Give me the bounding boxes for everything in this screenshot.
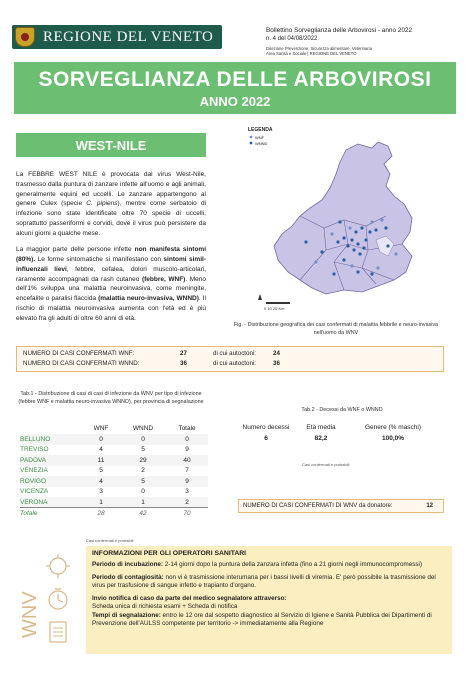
text-span: . Il rischio di malattia neuroinvasiva aumenta con l'età ed è più elevato fra gli adulti di oltre 60 anni di età. — [16, 295, 206, 322]
header — [0, 0, 470, 60]
department-info — [266, 46, 456, 57]
department-line-1: Direzione Prevenzione, Sicurezza alimentare, Veterinaria — [266, 46, 372, 51]
table-cell: 4 — [82, 476, 120, 487]
table-cell: 1 — [82, 497, 120, 508]
donor-cases — [238, 499, 444, 513]
scale-label: 0 10 20 Km — [264, 306, 285, 311]
map-legend — [248, 127, 273, 146]
table-cell: 0 — [141, 488, 145, 496]
table-cell: 0 — [120, 434, 166, 445]
table-cell: 9 — [185, 446, 189, 454]
info-label: Tempi di segnalazione: — [92, 611, 161, 619]
age-header: Età media — [306, 424, 336, 431]
wnf-label: NUMERO DI CASI CONFERMATI WNF: — [23, 350, 135, 357]
logo-text: REGIONE DEL VENETO — [43, 28, 214, 45]
table-row — [20, 445, 208, 456]
table-cell: 0 — [82, 434, 120, 445]
banner-title: SORVEGLIANZA DELLE ARBOVIROSI — [38, 68, 432, 91]
text-span: La maggior parte delle persone infette — [16, 246, 135, 254]
case-point — [346, 244, 349, 247]
gender-value: 100,0% — [381, 435, 405, 442]
table-header: WNND — [132, 424, 154, 432]
scale-bar-segment — [266, 302, 290, 304]
body-text — [16, 170, 206, 323]
clipboard-icon — [50, 622, 66, 642]
province-cell: VERONA — [20, 497, 82, 508]
wnf-autoctoni-label: di cui autoctoni: — [213, 350, 256, 357]
regione-veneto-logo — [12, 25, 222, 49]
table-cell: 5 — [99, 467, 103, 475]
info-note: Casi confermati e probabili — [86, 538, 134, 543]
legend-wnnd: WNND — [255, 141, 268, 146]
veneto-map — [226, 122, 446, 322]
text-span: . Meno dell'1% sviluppa una malattia neuroinvasiva, come meningite, encefalite o paralisi flaccida — [16, 275, 206, 302]
bold-text: non manifesta sintomi (80%). — [16, 246, 207, 263]
wnnd-value: 36 — [180, 360, 187, 367]
gender-header: Genere (% maschi) — [365, 424, 421, 431]
table-header — [20, 424, 82, 434]
region-outline — [274, 142, 412, 294]
legend-wnf: WNF — [255, 135, 265, 140]
table-row — [20, 497, 208, 508]
donor-label: NUMERO DI CASI CONFERMATI DI WNV da donatore: — [243, 503, 393, 509]
case-point — [386, 244, 389, 247]
case-point — [348, 226, 351, 229]
text-span: Le forme sintomatiche si manifestano con — [35, 256, 164, 263]
table-row — [20, 434, 208, 445]
bulletin-info — [266, 27, 456, 57]
wnv-side-graphic — [18, 550, 78, 650]
case-point — [364, 238, 367, 241]
province-cell: TREVISO — [20, 446, 49, 454]
banner-subtitle: ANNO 2022 — [199, 94, 271, 109]
donor-value: 12 — [426, 503, 433, 509]
table-1-title: Tab.1 - Distribuzione di casi di casi di infezione da WNV per tipo di infezione (febbre WNF e malattia neuro-invasiva WNND), per provincia di segnalazione — [18, 391, 204, 405]
table-cell: 5 — [141, 446, 145, 454]
crest-icon — [15, 27, 35, 47]
table-row — [20, 466, 208, 477]
case-point — [354, 230, 357, 233]
case-point — [394, 252, 397, 255]
text-span: La FEBBRE WEST NILE è provocata dal virus West-Nile, trasmesso dalla puntura di zanzare infette all'uomo e agli animali, generalmente equini ed uccelli. Le zanzare appartengono al genere Culex (specie — [16, 171, 206, 208]
table-cell: 3 — [99, 488, 103, 496]
table-2-note: Casi confermati e probabili — [302, 462, 350, 467]
north-arrow-icon — [258, 294, 262, 300]
case-point — [380, 218, 383, 221]
case-point — [352, 248, 355, 251]
map-caption: Fig. - Distribuzione geografica dei casi confermati di malattia febbrile e neuro-invasiva nell'uomo da WNV — [233, 322, 439, 336]
bulletin-issue: n. 4 del 04/08/2022 — [266, 36, 318, 42]
table-header-row — [20, 424, 208, 434]
province-cell: BELLUNO — [20, 434, 82, 445]
info-label: Invio notifica di caso da parte del medico segnalatore attraverso: — [92, 594, 287, 602]
province-cell: VICENZA — [20, 488, 49, 496]
cases-summary — [16, 346, 444, 372]
table-row — [20, 455, 208, 466]
table-row — [20, 487, 208, 498]
virus-icon — [46, 554, 70, 578]
notification-info — [92, 595, 446, 604]
case-point — [356, 242, 359, 245]
case-point — [374, 228, 377, 231]
wnnd-row — [23, 360, 443, 370]
bold-text: (malattia neuro-invasiva, WNND) — [98, 295, 199, 302]
wnf-legend-dot — [250, 136, 253, 139]
wnv-vertical-label: WNV — [19, 591, 41, 638]
deaths-value: 6 — [264, 435, 268, 442]
scale-bar — [264, 302, 290, 311]
text-span: , febbre, cefalea, dolori muscolo-articolari, raramente accompagnati da rash cutaneo — [16, 265, 207, 283]
title-banner — [14, 62, 456, 114]
case-point — [314, 260, 317, 263]
info-text: entro le 12 ore dal sospetto diagnostico al Servizio di Igiene e Sanità Pubblica dei Dipartimenti di Prevenzione dell'AULSS competente per territorio -> immediatamente alla Regione — [92, 611, 432, 628]
case-point — [332, 272, 335, 275]
case-point — [304, 240, 307, 243]
province-cell: PADOVA — [20, 455, 82, 466]
case-point — [384, 226, 387, 229]
stopwatch-icon — [49, 589, 67, 609]
total-cell: 28 — [82, 508, 120, 519]
info-text: non vi è trasmissione interumana per i bassi livelli di viremia. E' però possibile la trasmissione del virus per trasfusione di sangue infetto e trapianto d'organo. — [92, 573, 436, 590]
bold-text: sintomi simil-influenzali lievi — [16, 256, 206, 273]
bulletin-title: Bollettino Sorveglianza delle Arbovirosi - anno 2022 — [266, 27, 413, 34]
table-province-cases — [20, 424, 208, 518]
table-cell: 2 — [141, 467, 145, 475]
table-cell: 3 — [185, 488, 189, 496]
department-line-2: Area Sanità e Sociale | REGIONE DEL VENETO — [266, 51, 357, 57]
info-text: 2-14 giorni dopo la puntura della zanzara infetta (fino a 21 giorni negli immunocompromessi) — [163, 561, 423, 569]
case-point — [362, 246, 365, 249]
table-total-row — [20, 508, 208, 519]
total-label: Totale — [20, 508, 82, 519]
paragraph-2 — [16, 245, 206, 323]
wnf-row — [23, 350, 443, 360]
total-cell: 42 — [120, 508, 166, 519]
table-cell: 4 — [99, 446, 103, 454]
info-label: Periodo di incubazione: — [92, 561, 164, 569]
legend-title: LEGENDA — [248, 127, 273, 133]
table-header: WNF — [93, 424, 109, 432]
case-point — [330, 232, 333, 235]
reporting-time-info — [92, 612, 446, 629]
info-operators — [86, 546, 452, 654]
province-cell: VENEZIA — [20, 467, 48, 475]
table-cell: 40 — [166, 455, 208, 466]
table-cell: 9 — [166, 476, 208, 487]
wnnd-legend-dot — [250, 142, 253, 145]
table-cell: 0 — [166, 434, 208, 445]
paragraph-1 — [16, 170, 206, 238]
wnf-value: 27 — [180, 350, 187, 357]
incubation-info — [92, 561, 446, 570]
case-point — [356, 270, 359, 273]
wnf-autoctoni-value: 24 — [273, 350, 280, 357]
age-value: 82,2 — [314, 435, 328, 442]
case-point — [376, 266, 379, 269]
case-point — [360, 226, 363, 229]
info-heading: INFORMAZIONI PER GLI OPERATORI SANITARI — [92, 550, 247, 557]
bold-text: (febbre, WNF) — [141, 275, 186, 283]
case-point — [338, 220, 341, 223]
wnnd-autoctoni-value: 36 — [273, 360, 280, 367]
table-cell: 7 — [185, 467, 189, 475]
table-header: Totale — [178, 424, 196, 432]
case-point — [350, 264, 353, 267]
section-title: WEST-NILE — [16, 133, 206, 157]
table-cell: 1 — [120, 497, 166, 508]
table-row — [20, 476, 208, 487]
contagiousness-info — [92, 574, 446, 591]
case-point — [368, 230, 371, 233]
species-name: C. pipiens — [86, 200, 118, 208]
case-point — [370, 272, 373, 275]
info-label: Periodo di contagiosità: — [92, 573, 164, 581]
table-cell: 5 — [120, 476, 166, 487]
wnnd-label: NUMERO DI CASI CONFERMATI WNND: — [23, 360, 140, 367]
case-point — [320, 250, 323, 253]
case-point — [342, 258, 345, 261]
case-point — [370, 220, 373, 223]
total-cell: 70 — [166, 508, 208, 519]
case-point — [336, 240, 339, 243]
table-cell: 11 — [82, 455, 120, 466]
text-span: ), mentre come serbatoio di infezione sono state identificate oltre 70 specie di uccelli, soprattutto passeriformi e corvidi, dove il virus può persistere da alcuni giorni a qualche mese. — [16, 200, 206, 237]
notification-forms: Scheda unica di richiesta esami + Scheda di notifica — [92, 603, 238, 611]
case-point — [342, 236, 345, 239]
case-point — [358, 252, 361, 255]
deaths-header: Numero decessi — [242, 424, 290, 431]
table-2-title: Tab.2 - Decessi da WNF o WNND — [301, 407, 383, 413]
table-cell: 2 — [166, 497, 208, 508]
wnnd-autoctoni-label: di cui autoctoni: — [213, 360, 256, 367]
province-cell: ROVIGO — [20, 476, 82, 487]
case-point — [350, 238, 353, 241]
table-cell: 29 — [120, 455, 166, 466]
